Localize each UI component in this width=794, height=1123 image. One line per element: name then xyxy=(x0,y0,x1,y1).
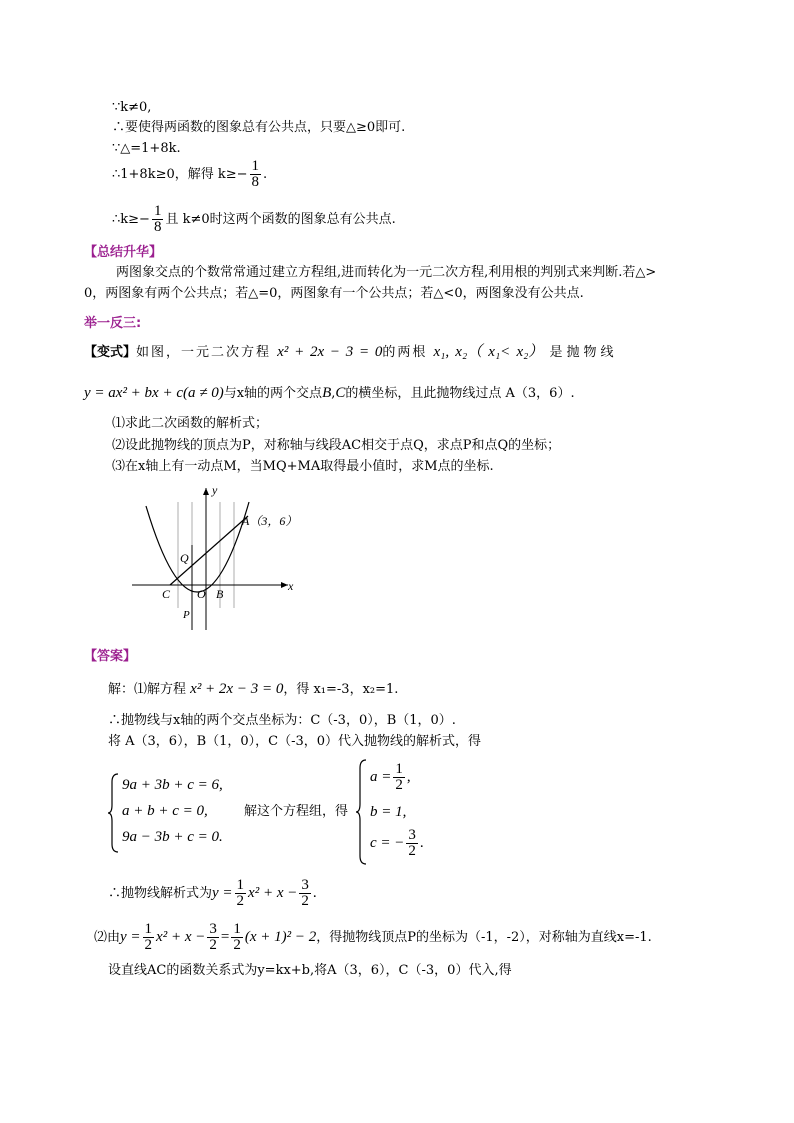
fraction-numerator: 3 xyxy=(408,827,416,843)
part2-equals: = xyxy=(220,929,230,945)
equation-1: x² + 2x − 3 = 0 xyxy=(277,344,383,360)
part2-line xyxy=(94,920,652,955)
answer-line-2: ∴抛物线与x轴的两个交点坐标为：C（-3，0），B（1，0）. xyxy=(108,713,456,728)
fraction-numerator: 3 xyxy=(301,877,309,893)
answer-line-3: 将 A（3，6），B（1，0），C（-3，0）代入抛物线的解析式，得 xyxy=(108,734,482,749)
parabola-curve xyxy=(146,502,249,592)
fraction-denominator: 2 xyxy=(408,843,416,859)
question-3: ⑶在x轴上有一动点M，当MQ+MA取得最小值时，求M点的坐标. xyxy=(112,459,494,474)
question-2: ⑵设此抛物线的顶点为P，对称轴与线段AC相交于点Q，求点P和点Q的坐标； xyxy=(112,438,561,453)
fraction-1-8-b xyxy=(152,204,164,235)
result-y: y = xyxy=(212,885,233,901)
fraction-three-halves-2 xyxy=(207,922,219,953)
fraction-denominator: 2 xyxy=(209,937,217,953)
fraction-numerator: 1 xyxy=(395,761,403,777)
fraction-half-2 xyxy=(143,922,155,953)
fraction-denominator: 2 xyxy=(236,893,245,909)
text-line-4-a: ∴1+8k≥0，解得 k≥− xyxy=(112,167,248,182)
label-Q: Q xyxy=(180,551,189,565)
fraction-1-8 xyxy=(250,159,262,190)
root-x1: x₁, xyxy=(433,344,450,360)
root-x1-compare: x₁< xyxy=(488,344,511,360)
question-1: ⑴求此二次函数的解析式； xyxy=(112,416,269,431)
fraction-denominator: 2 xyxy=(233,937,241,953)
variant-text-3: 是抛物线 xyxy=(549,345,618,360)
text-line-1: ∵k≠0, xyxy=(112,100,152,115)
variant-text-2: 的两根 xyxy=(382,345,428,360)
y-axis-arrow xyxy=(203,488,209,495)
parabola-graph xyxy=(120,480,320,640)
summary-text-1: 两图象交点的个数常常通过建立方程组,进而转化为一元二次方程,利用根的判别式来判断.若△> xyxy=(116,265,657,280)
solution-a-label: a = xyxy=(370,769,392,785)
text-line-2: ∴要使得两函数的图象总有公共点，只要△≥0即可. xyxy=(112,120,406,135)
text-line-3: ∵△=1+8k. xyxy=(112,141,181,156)
label-O: O xyxy=(197,587,206,601)
variant-text-4: 与x轴的两个交点 xyxy=(223,386,323,401)
example-heading: 举一反三: xyxy=(84,316,142,331)
right-brace xyxy=(356,758,368,866)
fraction-numerator: 1 xyxy=(236,877,245,893)
fraction-denominator: 2 xyxy=(395,777,403,793)
fraction-numerator: 1 xyxy=(153,203,162,219)
system-eq-1: 9a + 3b + c = 6, xyxy=(122,777,223,793)
equation-2: y = ax² + bx + c(a ≠ 0) xyxy=(84,385,224,401)
fraction-half xyxy=(235,878,247,909)
point-C: C xyxy=(335,385,346,401)
result-text: ∴抛物线解析式为 xyxy=(108,886,213,901)
label-C: C xyxy=(162,587,171,601)
fraction-numerator: 1 xyxy=(144,921,153,937)
answer-line-1-a: 解：⑴解方程 xyxy=(108,682,187,697)
solution-c: c = − $\frac{3}{2}$ . xyxy=(370,827,424,859)
label-B: B xyxy=(216,587,224,601)
system-eq-3: 9a − 3b + c = 0. xyxy=(122,829,223,845)
label-x: x xyxy=(288,579,294,593)
answer-line-1-b: ，得 x₁=-3，x₂=1. xyxy=(283,682,399,697)
part2-text: ，得抛物线顶点P的坐标为（-1，-2），对称轴为直线x=-1. xyxy=(316,930,652,945)
text-line-4 xyxy=(112,158,267,192)
part2-vertex-form: (x + 1)² − 2 xyxy=(244,929,317,945)
text-line-4-b: . xyxy=(263,167,268,182)
text-line-5 xyxy=(112,203,396,237)
variant-text-1: 如图，一元二次方程 xyxy=(136,345,272,360)
fraction-denominator: 8 xyxy=(251,174,260,190)
equation-system xyxy=(122,772,223,850)
fraction-denominator: 2 xyxy=(144,937,153,953)
part2-prefix: ⑵由 xyxy=(94,930,121,945)
result-line: ∴抛物线解析式为y = $\frac{1}{2}$ x² + x − $\frac{3}{2}$ . xyxy=(108,877,317,909)
left-brace xyxy=(108,772,120,854)
solution-c-label: c = − xyxy=(370,835,405,851)
fraction-three-halves xyxy=(299,878,311,909)
part2-mid: x² + x − xyxy=(156,929,206,945)
fraction-denominator: 8 xyxy=(153,219,162,235)
summary-heading: 【总结升华】 xyxy=(84,245,163,260)
root-x2-compare: x₂） xyxy=(516,344,544,360)
text-line-5-b: 且 k≠0时这两个函数的图象总有公共点. xyxy=(165,212,396,227)
fraction-half-3 xyxy=(231,922,243,953)
part3-line: 设直线AC的函数关系式为y=kx+b,将A（3，6），C（-3，0）代入,得 xyxy=(108,963,512,978)
part2-y: y = xyxy=(120,929,141,945)
label-A: A（3，6） xyxy=(242,514,298,528)
fraction-numerator: 3 xyxy=(209,921,217,937)
fraction-denominator: 2 xyxy=(301,893,309,909)
fraction-c xyxy=(406,828,418,859)
fraction-numerator: 1 xyxy=(251,158,260,174)
solution-b: b = 1, xyxy=(370,804,407,820)
solution-a: a = $\frac{1}{2}$ , xyxy=(370,761,411,793)
solve-text: 解这个方程组，得 xyxy=(244,804,349,819)
fraction-a xyxy=(393,762,405,793)
summary-text-2: 0，两图象有两个公共点；若△=0，两图象有一个公共点；若△<0，两图象没有公共点. xyxy=(84,286,584,301)
variant-line-2 xyxy=(84,384,575,403)
answer-heading: 【答案】 xyxy=(84,649,137,664)
system-eq-2: a + b + c = 0, xyxy=(122,803,208,819)
point-B: B xyxy=(322,385,332,401)
result-mid: x² + x − xyxy=(248,885,298,901)
comma: , xyxy=(331,386,336,401)
fraction-numerator: 1 xyxy=(233,921,241,937)
text-line-5-a: ∴k≥− xyxy=(112,212,150,227)
label-P: P xyxy=(183,609,190,621)
answer-equation: x² + 2x − 3 = 0 xyxy=(190,681,284,697)
variant-text-5: 的横坐标，且此抛物线过点 A（3，6）. xyxy=(345,386,575,401)
root-x2: x₂（ xyxy=(455,344,483,360)
label-y: y xyxy=(212,483,218,497)
variant-label: 【变式】 xyxy=(84,345,137,360)
x-axis-arrow xyxy=(281,582,288,588)
variant-line-1 xyxy=(84,343,617,362)
answer-line-1 xyxy=(108,680,398,699)
